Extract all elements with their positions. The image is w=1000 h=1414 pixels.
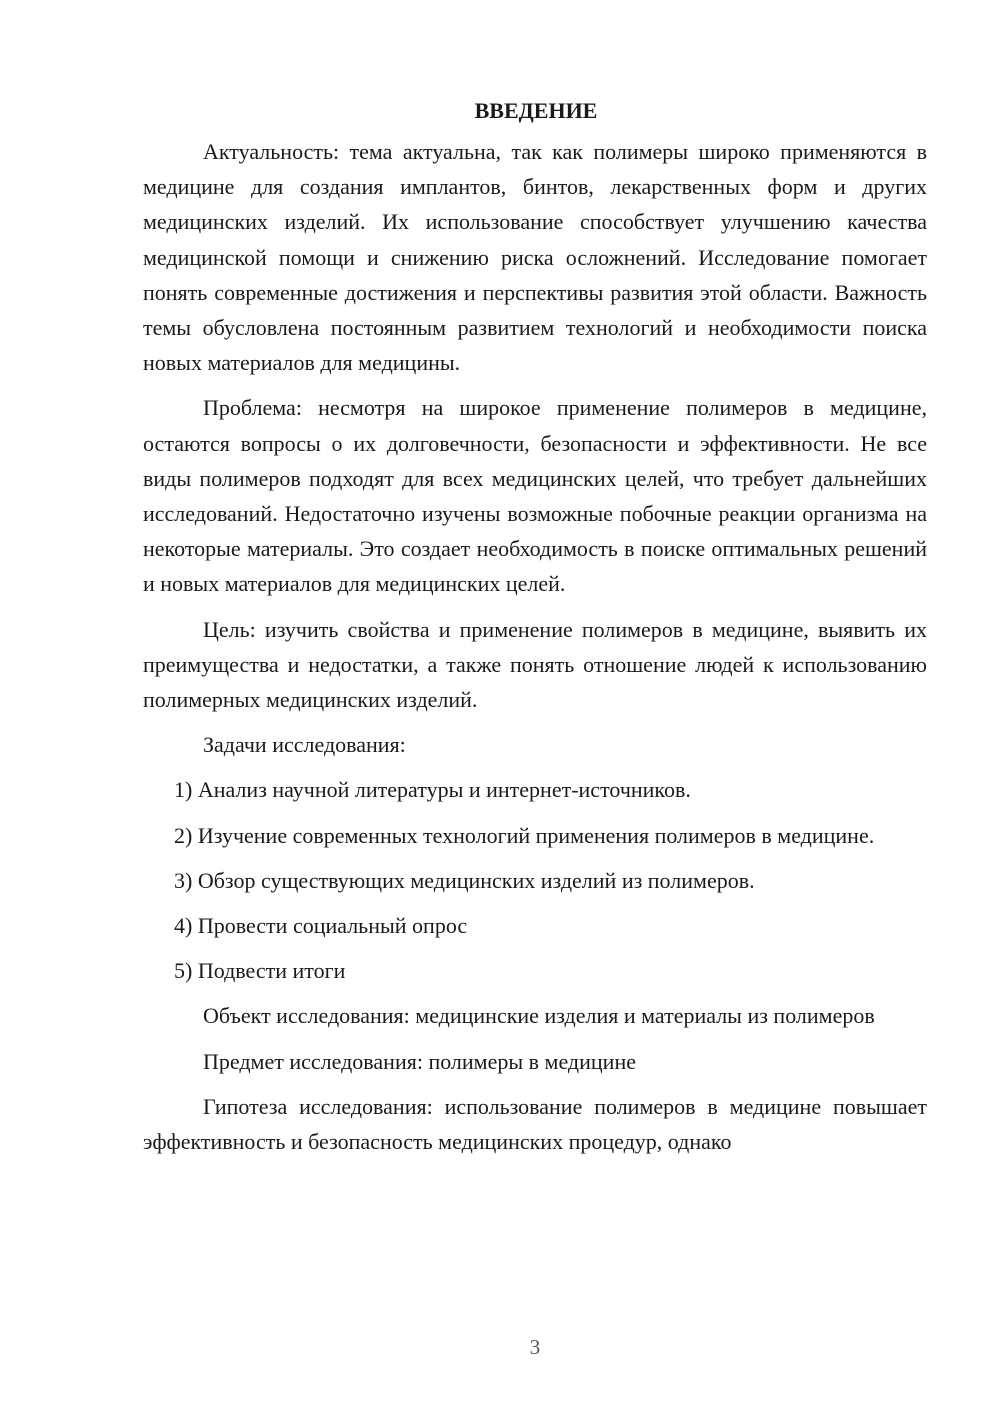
object-paragraph: Объект исследования: медицинские изделия и материалы из полимеров bbox=[203, 1003, 875, 1029]
hypothesis-paragraph: Гипотеза исследования: использование полимеров в медицине повышает эффективность и безопасность медицинских процедур, однако bbox=[143, 1093, 927, 1155]
task-item-4: 4) Провести социальный опрос bbox=[174, 913, 468, 939]
tasks-title: Задачи исследования: bbox=[203, 732, 406, 758]
document-page bbox=[143, 93, 927, 1159]
goal-paragraph: Цель: изучить свойства и применение полимеров в медицине, выявить их преимущества и недостатки, а также понять отношение людей к использованию полимерных медицинских изделий. bbox=[143, 616, 927, 713]
task-item-2: 2) Изучение современных технологий применения полимеров в медицине. bbox=[174, 822, 875, 848]
problem-paragraph: Проблема: несмотря на широкое применение полимеров в медицине, остаются вопросы о их долговечности, безопасности и эффективности. Не все виды полимеров подходят для всех медицинских целей, что требует дальнейших исследований. Недостаточно изучены возможные побочные реакции организма на некоторые материалы. Это создает необходимость в поиске оптимальных решений и новых материалов для медицинских целей. bbox=[143, 395, 927, 597]
subject-paragraph: Предмет исследования: полимеры в медицине bbox=[203, 1048, 636, 1074]
task-item-1: 1) Анализ научной литературы и интернет-источников. bbox=[174, 777, 691, 803]
task-item-5: 5) Подвести итоги bbox=[174, 958, 346, 984]
section-heading: ВВЕДЕНИЕ bbox=[474, 98, 598, 123]
task-item-3: 3) Обзор существующих медицинских изделий из полимеров. bbox=[174, 867, 755, 893]
page-number: 3 bbox=[529, 1335, 541, 1359]
relevance-paragraph: Актуальность: тема актуальна, так как полимеры широко применяются в медицине для создания имплантов, бинтов, лекарственных форм и других медицинских изделий. Их использование способствует улучшению качества медицинской помощи и снижению риска осложнений. Исследование помогает понять современные достижения и перспективы развития этой области. Важность темы обусловлена постоянным развитием технологий и необходимости поиска новых материалов для медицины. bbox=[143, 139, 927, 376]
